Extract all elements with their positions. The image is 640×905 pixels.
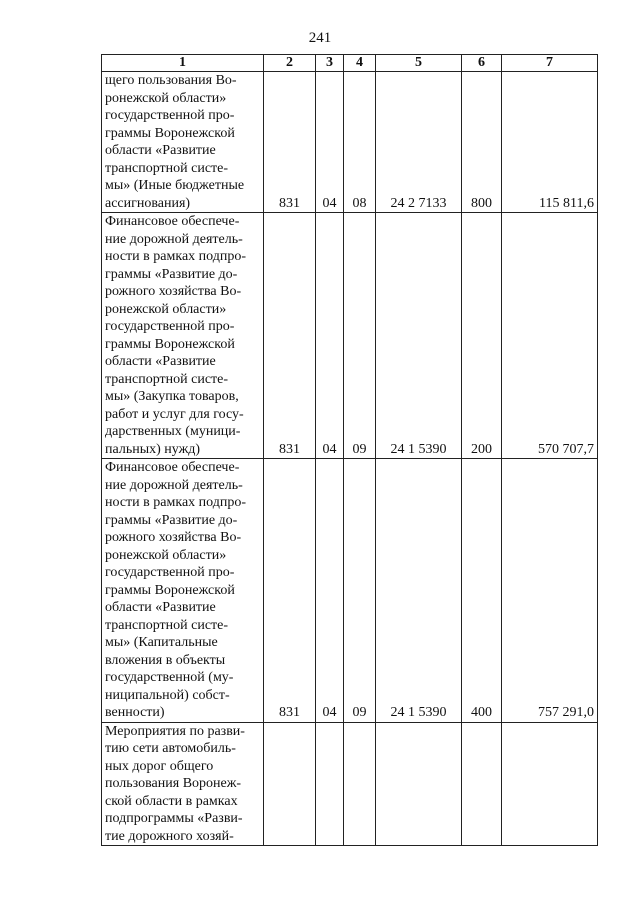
cell-subsection: [344, 722, 376, 846]
cell-section: [316, 722, 344, 846]
header-row: [102, 55, 598, 72]
cell-expense-type: 800: [462, 72, 502, 213]
col-header-1: 1: [102, 55, 264, 72]
cell-amount: [502, 722, 598, 846]
cell-expense-type: 400: [462, 459, 502, 723]
table-row: [102, 213, 598, 459]
cell-amount: 570 707,7: [502, 213, 598, 459]
cell-subsection: 09: [344, 213, 376, 459]
row-description: Финансовое обеспече- ние дорожной деятель- ности в рамках подпро- граммы «Развитие до- рожного хозяйства Во- ронежской области» государственной про- граммы Воронежской области «Развитие транспортной систе- мы» (Капитальные вложения в объекты государственной (му- ниципальной) собст- венности): [102, 459, 264, 723]
table-row: [102, 722, 598, 846]
cell-section: 04: [316, 213, 344, 459]
row-description: щего пользования Во- ронежской области» государственной про- граммы Воронежской области «Развитие транспортной систе- мы» (Иные бюджетные ассигнования): [102, 72, 264, 213]
col-header-5: 5: [376, 55, 462, 72]
cell-section: 04: [316, 459, 344, 723]
col-header-7: 7: [502, 55, 598, 72]
cell-amount: 115 811,6: [502, 72, 598, 213]
cell-ministry-code: [264, 722, 316, 846]
cell-ministry-code: 831: [264, 72, 316, 213]
cell-subsection: 08: [344, 72, 376, 213]
col-header-6: 6: [462, 55, 502, 72]
cell-target-article: 24 1 5390: [376, 459, 462, 723]
cell-amount: 757 291,0: [502, 459, 598, 723]
table-row: [102, 72, 598, 213]
cell-expense-type: [462, 722, 502, 846]
row-description: Финансовое обеспече- ние дорожной деятель- ности в рамках подпро- граммы «Развитие до- рожного хозяйства Во- ронежской области» государственной про- граммы Воронежской области «Развитие транспортной систе- мы» (Закупка товаров, работ и услуг для госу- дарственных (муници- пальных) нужд): [102, 213, 264, 459]
cell-expense-type: 200: [462, 213, 502, 459]
cell-target-article: 24 2 7133: [376, 72, 462, 213]
table-row: [102, 459, 598, 723]
cell-target-article: [376, 722, 462, 846]
cell-ministry-code: 831: [264, 459, 316, 723]
cell-subsection: 09: [344, 459, 376, 723]
cell-ministry-code: 831: [264, 213, 316, 459]
row-description: Мероприятия по разви- тию сети автомобиль- ных дорог общего пользования Воронеж- ской области в рамках подпрограммы «Разви- тие дорожного хозяй-: [102, 722, 264, 846]
page-number: 241: [308, 30, 332, 46]
cell-target-article: 24 1 5390: [376, 213, 462, 459]
cell-section: 04: [316, 72, 344, 213]
col-header-3: 3: [316, 55, 344, 72]
budget-table: [101, 54, 598, 846]
col-header-2: 2: [264, 55, 316, 72]
col-header-4: 4: [344, 55, 376, 72]
